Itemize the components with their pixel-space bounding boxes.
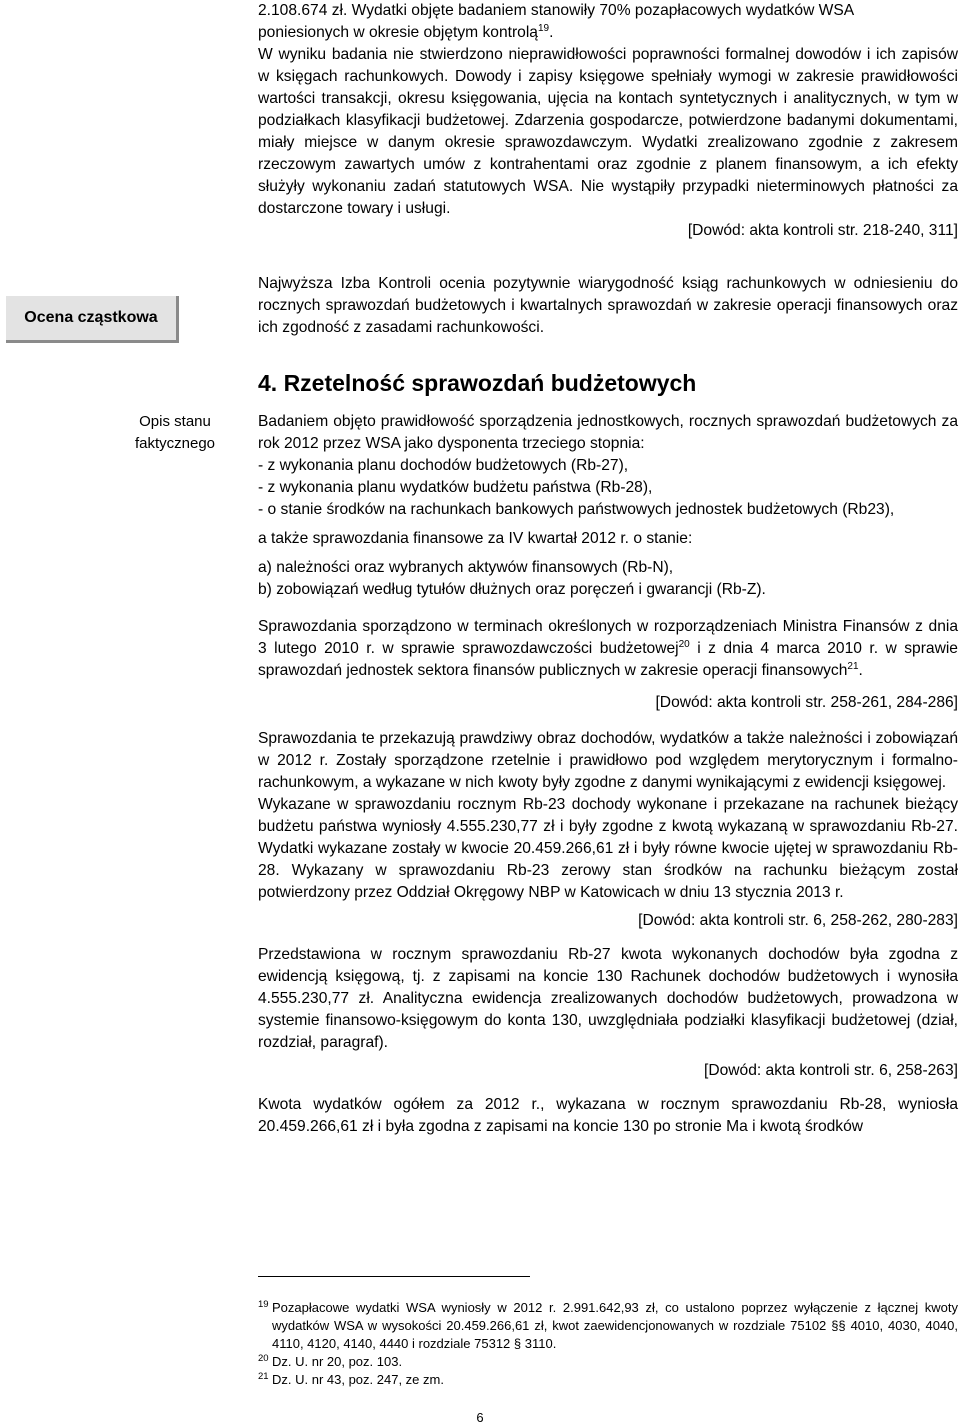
factual-state-label-line: faktycznego bbox=[134, 435, 216, 452]
list-item: - o stanie środków na rachunkach bankowych państwowych jednostek budżetowych (Rb23), bbox=[258, 501, 895, 518]
paragraph: Wykazane w sprawozdaniu rocznym Rb-23 dochody wykonane i przekazane na rachunek bieżący budżetu państwa wyniosły 4.555.230,77 zł i były zgodne z kwotą wykazaną w sprawozdaniu Rb-27. Wydatki wykazane zostały w kwocie 20.459.266,61 zł i były równe kwocie ujętej w sprawozdaniu Rb-28. Wykazany w sprawozdaniu Rb-23 zerowy stan środków na rachunku bieżącym został potwierdzony przez Oddział Okręgowy NBP w Katowicach w dniu 13 stycznia 2013 r. bbox=[258, 796, 958, 901]
list-item: - z wykonania planu wydatków budżetu państwa (Rb-28), bbox=[258, 479, 653, 496]
footnote bbox=[258, 1299, 958, 1353]
list-item: b) zobowiązań według tytułów dłużnych oraz poręczeń i gwarancji (Rb-Z). bbox=[258, 581, 766, 598]
factual-state-label bbox=[120, 411, 230, 455]
footnote bbox=[258, 1371, 958, 1389]
partial-assessment-box bbox=[6, 296, 179, 343]
footnote-ref[interactable]: 20 bbox=[678, 638, 690, 650]
text-line: 2.108.674 zł. Wydatki objęte badaniem stanowiły 70% pozapłacowych wydatków WSA bbox=[258, 2, 855, 19]
paragraph: a także sprawozdania finansowe za IV kwartał 2012 r. o stanie: bbox=[258, 530, 693, 547]
section-body bbox=[258, 411, 958, 1138]
list-item: a) należności oraz wybranych aktywów finansowych (Rb-N), bbox=[258, 559, 674, 576]
footnote-text: Pozapłacowe wydatki WSA wyniosły w 2012 r. 2.991.642,93 zł, co ustalono poprzez wyłączenie z łącznej kwoty wydatków WSA w wysokości 20.459.266,61 zł, kwot zaewidencjonowanych w rozdziale 75102 §§ 4010, 4030, 4040, 4110, 4120, 4140, 4440 i rozdziale 75312 § 3110. bbox=[272, 1300, 958, 1351]
paragraph: Przedstawiona w rocznym sprawozdaniu Rb-27 kwota wykonanych dochodów była zgodna z ewidencją księgową, tj. z zapisami na koncie 130 Rachunek dochodów budżetowych i wynosiła 4.555.230,77 zł. Analityczna ewidencja zrealizowanych dochodów budżetowych, prowadzona w systemie finansowo-księgowym do konta 130, uwzględniała podziałki klasyfikacji budżetowej (dział, rozdział, paragraf). bbox=[258, 946, 958, 1051]
evidence-reference: [Dowód: akta kontroli str. 6, 258-262, 280-283] bbox=[638, 912, 958, 929]
block-top bbox=[258, 0, 958, 242]
paragraph: Sprawozdania te przekazują prawdziwy obraz dochodów, wydatków a także należności i zobowiązań w 2012 r. Zostały sporządzone rzetelnie i prawidłowo pod względem merytorycznym i formalno-rachunkowym, a wykazane w nich kwoty były zgodne z danymi wynikającymi z ewidencji księgowej. bbox=[258, 730, 958, 791]
paragraph: Kwota wydatków ogółem za 2012 r., wykazana w rocznym sprawozdaniu Rb-28, wyniosła 20.459.266,61 zł i była zgodna z zapisami na koncie 130 po stronie Ma i kwotą środków bbox=[258, 1096, 958, 1135]
factual-state-label-line: Opis stanu bbox=[139, 413, 211, 430]
footnote bbox=[258, 1353, 958, 1371]
evidence-reference: [Dowód: akta kontroli str. 218-240, 311] bbox=[687, 222, 958, 239]
paragraph: W wyniku badania nie stwierdzono nieprawidłowości poprawności formalnej dowodów i ich zapisów w księgach rachunkowych. Dowody i zapisy księgowe spełniały wymogi w zakresie prawidłowości wartości transakcji, okresu księgowania, ujęcia na kontach syntetycznych i analitycznych, w tym w podziałkach klasyfikacji budżetowej. Zdarzenia gospodarcze, potwierdzone badanymi dokumentami, miały miejsce w danym okresie sprawozdawczym. Wydatki zrealizowano zgodnie z zakresem rzeczowym zawartych umów z kontrahentami oraz zgodnie z planem finansowym, a ich efekty służyły wykonaniu zadań statutowych WSA. Nie wystąpiły przypadki nieterminowych płatności za dostarczone towary i usługi. bbox=[258, 46, 958, 217]
footnote-number: 20 bbox=[258, 1353, 269, 1364]
partial-assessment-label: Ocena cząstkowa bbox=[24, 309, 158, 326]
paragraph: Badaniem objęto prawidłowość sporządzenia jednostkowych, rocznych sprawozdań budżetowych za rok 2012 przez WSA jako dysponenta trzeciego stopnia: bbox=[258, 413, 958, 452]
footnote-text: Dz. U. nr 20, poz. 103. bbox=[272, 1354, 403, 1369]
footnote-ref[interactable]: 21 bbox=[847, 660, 859, 672]
section-heading: 4. Rzetelność sprawozdań budżetowych bbox=[258, 370, 697, 396]
page-number: 6 bbox=[476, 1410, 484, 1425]
footnote-number: 19 bbox=[258, 1299, 269, 1310]
footnote-ref[interactable]: 19 bbox=[537, 22, 550, 34]
evidence-reference: [Dowód: akta kontroli str. 6, 258-263] bbox=[704, 1062, 958, 1079]
footnotes bbox=[258, 1299, 958, 1389]
list-item: - z wykonania planu dochodów budżetowych (Rb-27), bbox=[258, 457, 629, 474]
footnote-number: 21 bbox=[258, 1371, 269, 1382]
paragraph: Sprawozdania sporządzono w terminach określonych w rozporządzeniach Ministra Finansów z dnia 3 lutego 2010 r. w sprawie sprawozdawczości budżetowej$^{20}$ i z dnia 4 marca 2010 r. w sprawie sprawozdań jednostek sektora finansów publicznych w zakresie operacji finansowych$^{21}$. bbox=[258, 618, 958, 679]
text-line: poniesionych w okresie objętym kontrolą$^{19}$. bbox=[258, 22, 554, 41]
assessment-paragraph: Najwyższa Izba Kontroli ocenia pozytywnie wiarygodność ksiąg rachunkowych w odniesieniu do rocznych sprawozdań budżetowych i kwartalnych sprawozdań w zakresie operacji finansowych oraz ich zgodność z zasadami rachunkowości. bbox=[258, 275, 958, 336]
footnote-separator bbox=[258, 1276, 530, 1277]
evidence-reference: [Dowód: akta kontroli str. 258-261, 284-286] bbox=[655, 694, 958, 711]
footnote-text: Dz. U. nr 43, poz. 247, ze zm. bbox=[272, 1372, 444, 1387]
